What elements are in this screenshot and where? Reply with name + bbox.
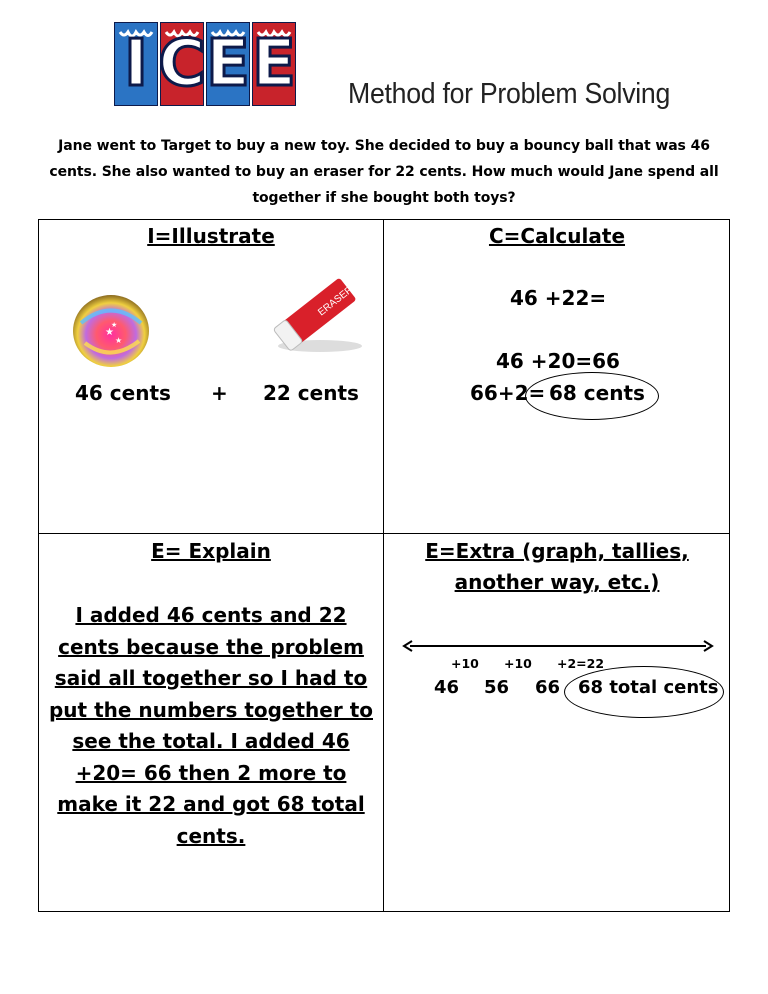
extra-heading-line-2: another way, etc.) bbox=[454, 570, 660, 594]
calculate-heading: C=Calculate bbox=[488, 224, 626, 248]
word-problem: Jane went to Target to buy a new toy. She decided to buy a bouncy ball that was 46 cents. She also wanted to buy an eraser for 22 cents. How much would Jane spend all together if she bought both toys? bbox=[49, 138, 719, 206]
grid-divider-horizontal bbox=[38, 533, 730, 534]
number-line-point: 56 bbox=[484, 677, 510, 698]
svg-text:★: ★ bbox=[115, 336, 123, 345]
svg-text:★: ★ bbox=[111, 321, 118, 329]
number-line-point: 66 bbox=[535, 677, 561, 698]
bouncy-ball-icon bbox=[71, 293, 151, 369]
answer-circle bbox=[525, 372, 659, 420]
explain-text: I added 46 cents and 22 cents because the problem said all together so I had to put the numbers together to see the total. I added 46 +20= 66 then 2 more to make it 22 and got 68 total cents. bbox=[48, 603, 373, 848]
eraser-amount: 22 cents bbox=[263, 381, 359, 405]
calc-line-2: 46 +20=66 bbox=[496, 349, 620, 373]
calc-answer: 68 cents bbox=[549, 381, 645, 405]
logo-tile-e2 bbox=[252, 22, 296, 106]
logo-letter: E bbox=[206, 27, 250, 101]
page-title: Method for Problem Solving bbox=[348, 78, 671, 110]
calc-line-3-prefix: 66+2= bbox=[470, 381, 546, 405]
plus-sign: + bbox=[211, 381, 228, 405]
answer-circle bbox=[564, 666, 724, 718]
extra-heading-line-1: E=Extra (graph, tallies, bbox=[425, 539, 689, 563]
ball-amount: 46 cents bbox=[75, 381, 171, 405]
logo-letter: I bbox=[124, 27, 148, 101]
jump-label: +10 bbox=[451, 656, 479, 671]
logo-letter: E bbox=[252, 27, 296, 101]
calc-line-1: 46 +22= bbox=[510, 286, 607, 310]
logo-letter: C bbox=[158, 27, 206, 101]
number-line bbox=[402, 638, 714, 654]
logo-tile-c bbox=[160, 22, 204, 106]
number-line-point: 46 bbox=[434, 677, 460, 698]
eraser-label: ERASER bbox=[316, 284, 356, 319]
jump-label: +10 bbox=[504, 656, 532, 671]
icee-logo bbox=[114, 22, 296, 106]
svg-text:★: ★ bbox=[105, 327, 114, 338]
grid-divider-vertical bbox=[383, 219, 384, 912]
logo-tile-i bbox=[114, 22, 158, 106]
illustrate-heading: I=Illustrate bbox=[147, 224, 275, 248]
number-line-answer: 68 total cents bbox=[578, 677, 719, 698]
logo-tile-e1 bbox=[206, 22, 250, 106]
explain-heading: E= Explain bbox=[151, 539, 271, 563]
eraser-icon bbox=[268, 272, 364, 354]
jump-label: +2=22 bbox=[557, 656, 605, 671]
